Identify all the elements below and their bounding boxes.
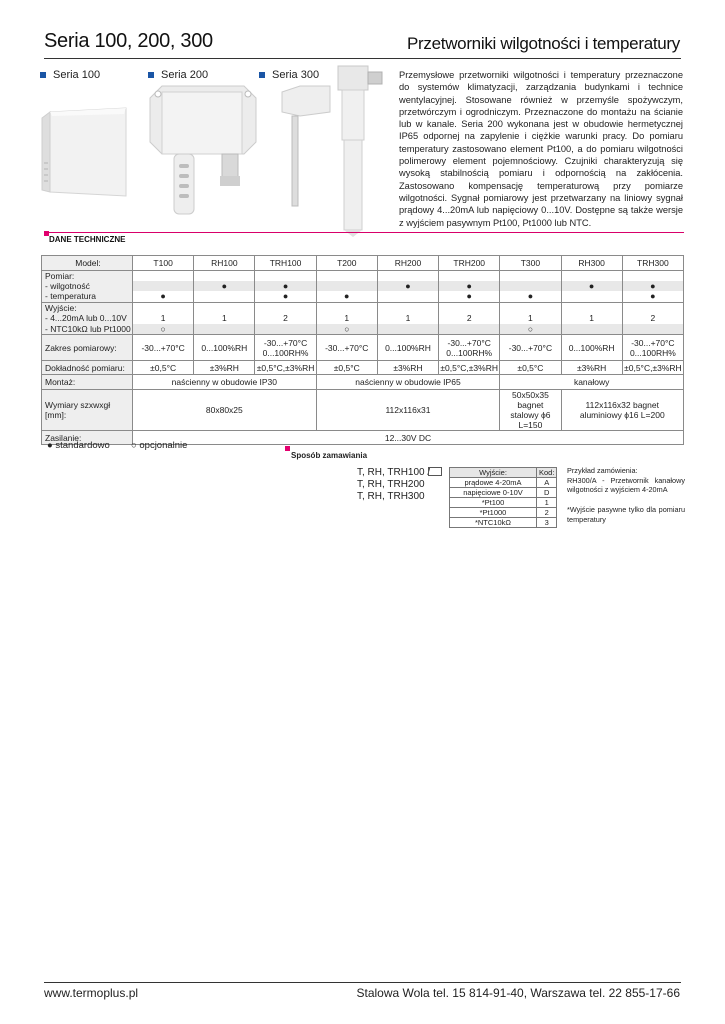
table-cell	[377, 324, 438, 335]
table-row	[450, 518, 557, 528]
table-cell: *Pt100	[450, 498, 537, 508]
table-row-label: Zasilanie:	[42, 431, 133, 445]
table-row-label: Zakres pomiarowy:	[42, 335, 133, 361]
table-row-wilgotnosc	[42, 281, 684, 291]
table-cell: ○	[316, 324, 377, 335]
table-cell	[133, 281, 194, 291]
model-header-cell: T100	[133, 256, 194, 271]
table-row-pomiar	[42, 271, 684, 282]
table-cell: D	[537, 488, 557, 498]
table-row-label: Dokładność pomiaru:	[42, 361, 133, 375]
table-cell: *Pt1000	[450, 508, 537, 518]
table-cell	[622, 324, 683, 335]
table-cell: ○	[500, 324, 561, 335]
table-row-temperatura	[42, 291, 684, 302]
table-cell: -30...+70°C	[500, 335, 561, 361]
table-cell: ±0,5°C	[133, 361, 194, 375]
table-row-label: - temperatura	[42, 291, 133, 302]
table-cell	[194, 324, 255, 335]
table-cell: *NTC10kΩ	[450, 518, 537, 528]
order-example-text: RH300/A - Przetwornik kanałowy wilgotności z wyjściem 4-20mA	[567, 475, 685, 494]
table-row	[450, 468, 557, 478]
table-cell: 3	[537, 518, 557, 528]
table-cell: ±3%RH	[561, 361, 622, 375]
table-cell: -30...+70°C	[133, 335, 194, 361]
table-row-label: Wymiary szxwxgł [mm]:	[42, 390, 133, 431]
table-header-cell: Kod:	[537, 468, 557, 478]
table-cell: -30...+70°C 0...100RH%	[439, 335, 500, 361]
table-row-zakres	[42, 335, 684, 361]
model-header-cell: TRH300	[622, 256, 683, 271]
table-cell: 1	[500, 313, 561, 324]
section-marker-icon	[285, 446, 290, 451]
legend-optional: ○ opcjonalnie	[131, 440, 188, 451]
table-cell: -30...+70°C	[316, 335, 377, 361]
footer-contact: Stalowa Wola tel. 15 814-91-40, Warszawa tel. 22 855-17-66	[356, 986, 680, 1000]
table-cell: prądowe 4-20mA	[450, 478, 537, 488]
section-divider	[44, 232, 684, 233]
table-cell: 50x50x35 bagnet stalowy ϕ6 L=150	[500, 390, 561, 431]
table-cell: 1	[377, 313, 438, 324]
order-example	[567, 466, 685, 495]
model-header-cell: T300	[500, 256, 561, 271]
table-cell: naścienny w obudowie IP30	[133, 375, 317, 390]
table-cell: ±3%RH	[194, 361, 255, 375]
table-cell: ●	[133, 291, 194, 302]
order-code-box	[428, 467, 442, 476]
table-cell: 0...100%RH	[194, 335, 255, 361]
model-header-cell: RH200	[377, 256, 438, 271]
table-cell: 2	[622, 313, 683, 324]
table-cell	[561, 291, 622, 302]
table-cell: ●	[500, 291, 561, 302]
table-cell: ±3%RH	[377, 361, 438, 375]
table-cell: 2	[255, 313, 316, 324]
table-row-label: Wyjście:	[42, 302, 133, 313]
table-row-label: - NTC10kΩ lub Pt1000	[42, 324, 133, 335]
tech-section-title: DANE TECHNICZNE	[49, 235, 126, 244]
bullet-square-icon	[259, 72, 265, 78]
table-cell: ●	[377, 281, 438, 291]
table-cell: naścienny w obudowie IP65	[316, 375, 500, 390]
table-cell: ±0,5°C	[316, 361, 377, 375]
table-cell: 2	[439, 313, 500, 324]
table-cell	[500, 281, 561, 291]
table-cell: ●	[255, 281, 316, 291]
table-row	[450, 488, 557, 498]
table-row-model	[42, 256, 684, 271]
model-header-cell: T200	[316, 256, 377, 271]
table-cell: ●	[622, 281, 683, 291]
series-100-device-image	[40, 104, 130, 199]
table-cell: 80x80x25	[133, 390, 317, 431]
bullet-square-icon	[148, 72, 154, 78]
table-row-label: Model:	[42, 256, 133, 271]
table-cell	[377, 291, 438, 302]
page-subtitle: Przetworniki wilgotności i temperatury	[407, 34, 680, 53]
table-cell: ●	[255, 291, 316, 302]
table-cell: 1	[194, 313, 255, 324]
table-cell: -30...+70°C 0...100RH%	[622, 335, 683, 361]
header-divider	[44, 58, 681, 59]
table-row-wymiary	[42, 390, 684, 431]
table-row-wyjscie	[42, 302, 684, 313]
table-cell: 112x116x31	[316, 390, 500, 431]
table-cell	[439, 324, 500, 335]
model-header-cell: TRH200	[439, 256, 500, 271]
table-row-label: - 4...20mA lub 0...10V	[42, 313, 133, 324]
table-cell: -30...+70°C 0...100RH%	[255, 335, 316, 361]
series-200-label: Seria 200	[148, 69, 208, 81]
series-100-label: Seria 100	[40, 69, 100, 81]
model-header-cell: TRH100	[255, 256, 316, 271]
table-row-analog-output	[42, 313, 684, 324]
table-row	[450, 478, 557, 488]
model-header-cell: RH100	[194, 256, 255, 271]
product-description: Przemysłowe przetworniki wilgotności i temperatury przeznaczone do systemów klimatyzacji, zarządzania budynkami i technice wentylacyjnej. Stosowane również w przemyśle spożywczym, przetwórczym i ogrodniczym. Przeznaczone do montażu na ścianie lub w kanale. Seria 200 wykonana jest w obudowie hermetycznej IP65 odpornej na zapylenie i ciężkie warunki pracy. Do pomiaru temperatury zastosowano element Pt100, a do pomiaru wilgotności polimerowy element pojemnościowy. Czujniki charakteryzują się wysoką stabilnością pomiaru i odpornością na zakłócenia. Zastosowano kompensację temperaturową przy pomiarze wilgotności. Sygnał pomiarowy jest przetwarzany na liniowy sygnał prądowy 4...20mA lub napięciowy 0...10V. Dostępne są także wersje z wyjściem pasywnym Pt100, Pt1000 lub NTC.	[399, 70, 683, 228]
table-row	[450, 498, 557, 508]
table-cell: 1	[537, 498, 557, 508]
table-cell	[255, 324, 316, 335]
table-cell: A	[537, 478, 557, 488]
table-header-cell: Wyjście:	[450, 468, 537, 478]
table-cell: 112x116x32 bagnet aluminiowy ϕ16 L=200	[561, 390, 683, 431]
table-cell: 1	[561, 313, 622, 324]
table-cell	[316, 281, 377, 291]
table-row-passive-output	[42, 324, 684, 335]
legend-standard: ● standardowo	[47, 440, 110, 451]
table-cell: ±0,5°C,±3%RH	[440, 362, 498, 373]
table-row	[450, 508, 557, 518]
output-code-table	[449, 467, 557, 528]
table-cell: ●	[194, 281, 255, 291]
page-title: Seria 100, 200, 300	[44, 30, 213, 52]
order-model-list	[357, 467, 430, 503]
order-model-line: T, RH, TRH100 /	[357, 467, 431, 478]
order-section-title: Sposób zamawiania	[291, 451, 368, 460]
table-cell: 1	[316, 313, 377, 324]
table-cell: ●	[439, 291, 500, 302]
table-cell: ○	[133, 324, 194, 335]
order-example-title: Przykład zamówienia:	[567, 466, 638, 475]
table-cell: 12...30V DC	[133, 431, 684, 445]
table-cell: 1	[133, 313, 194, 324]
footer-divider	[44, 982, 681, 983]
table-row-label: Pomiar:	[42, 271, 133, 282]
table-row-label: - wilgotność	[42, 281, 133, 291]
table-cell: ±0,5°C,±3%RH	[256, 362, 315, 373]
model-header-cell: RH300	[561, 256, 622, 271]
tech-data-table	[41, 255, 684, 445]
table-cell: ●	[561, 281, 622, 291]
series-300-device-image	[278, 64, 388, 239]
order-model-line: T, RH, TRH200	[357, 479, 425, 490]
table-cell: 0...100%RH	[561, 335, 622, 361]
table-cell: ±0,5°C	[500, 361, 561, 375]
table-cell	[561, 324, 622, 335]
series-300-label: Seria 300	[259, 69, 319, 81]
table-cell: napięciowe 0-10V	[450, 488, 537, 498]
table-cell: ●	[439, 281, 500, 291]
table-cell: 2	[537, 508, 557, 518]
table-row-montaz	[42, 375, 684, 390]
table-row-label: Montaż:	[42, 375, 133, 390]
table-cell: kanałowy	[500, 375, 684, 390]
table-cell: ●	[622, 291, 683, 302]
series-200-device-image	[148, 80, 258, 220]
table-cell: 0...100%RH	[377, 335, 438, 361]
table-cell	[194, 291, 255, 302]
table-cell: ±0,5°C,±3%RH	[624, 362, 682, 373]
footer-website: www.termoplus.pl	[44, 986, 139, 1000]
table-row-dokladnosc	[42, 361, 684, 375]
order-note: *Wyjście pasywne tylko dla pomiaru temperatury	[567, 505, 685, 524]
table-cell: ●	[316, 291, 377, 302]
bullet-square-icon	[40, 72, 46, 78]
order-model-line: T, RH, TRH300	[357, 491, 425, 502]
